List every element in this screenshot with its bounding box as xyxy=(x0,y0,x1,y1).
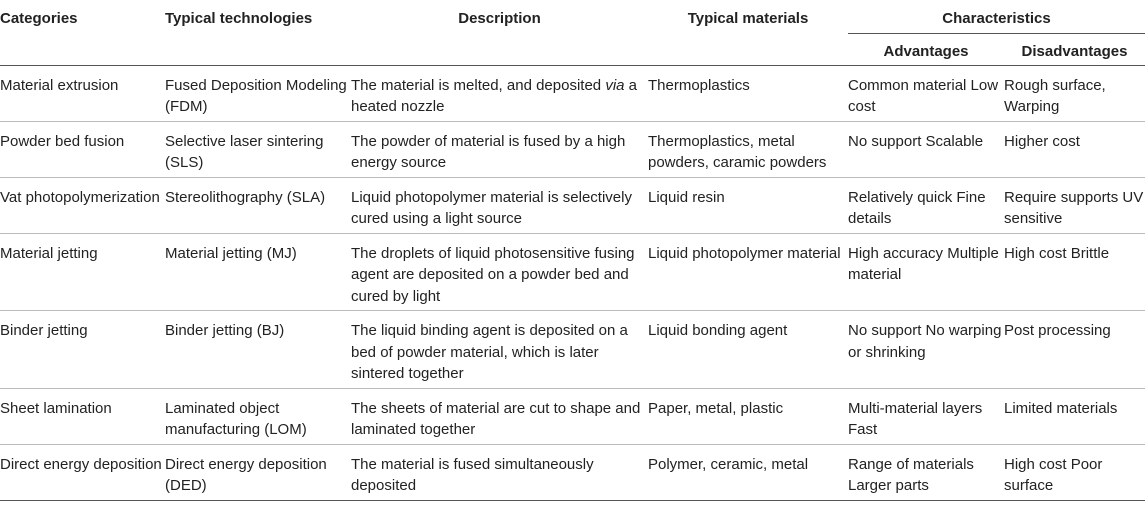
description-text-italic: via xyxy=(605,76,625,94)
header-disadvantages: Disadvantages xyxy=(1004,33,1145,65)
cell-materials: Liquid photopolymer material xyxy=(648,233,848,311)
cell-technology: Direct energy deposition (DED) xyxy=(165,444,351,500)
cell-category: Sheet lamination xyxy=(0,388,165,444)
table-header xyxy=(0,0,1145,65)
cell-technology: Stereolithography (SLA) xyxy=(165,177,351,233)
cell-disadvantages: Higher cost xyxy=(1004,121,1145,177)
cell-category: Direct energy deposition xyxy=(0,444,165,500)
cell-description: Liquid photopolymer material is selectively cured using a light source xyxy=(351,177,648,233)
cell-technology: Binder jetting (BJ) xyxy=(165,311,351,389)
header-categories: Categories xyxy=(0,0,165,65)
cell-advantages: Relatively quick Fine details xyxy=(848,177,1004,233)
table-row xyxy=(0,388,1145,444)
header-characteristics: Characteristics xyxy=(848,0,1145,33)
table-row xyxy=(0,233,1145,311)
cell-advantages: No support Scalable xyxy=(848,121,1004,177)
cell-description: The droplets of liquid photosensitive fusing agent are deposited on a powder bed and cured by light xyxy=(351,233,648,311)
cell-disadvantages: Require supports UV sensitive xyxy=(1004,177,1145,233)
cell-description: The powder of material is fused by a high energy source xyxy=(351,121,648,177)
cell-category: Binder jetting xyxy=(0,311,165,389)
cell-advantages: No support No warping or shrinking xyxy=(848,311,1004,389)
header-description: Description xyxy=(351,0,648,65)
cell-description: The sheets of material are cut to shape and laminated together xyxy=(351,388,648,444)
table-row xyxy=(0,177,1145,233)
cell-advantages: Multi-material layers Fast xyxy=(848,388,1004,444)
cell-disadvantages: Rough surface, Warping xyxy=(1004,65,1145,121)
cell-advantages: High accuracy Multiple material xyxy=(848,233,1004,311)
cell-materials: Polymer, ceramic, metal xyxy=(648,444,848,500)
table-row xyxy=(0,65,1145,121)
cell-disadvantages: Limited materials xyxy=(1004,388,1145,444)
cell-materials: Thermoplastics xyxy=(648,65,848,121)
cell-technology: Fused Deposition Modeling (FDM) xyxy=(165,65,351,121)
header-technologies: Typical technologies xyxy=(165,0,351,65)
cell-materials: Liquid bonding agent xyxy=(648,311,848,389)
cell-category: Powder bed fusion xyxy=(0,121,165,177)
header-advantages: Advantages xyxy=(848,33,1004,65)
header-row-top xyxy=(0,0,1145,33)
cell-description: The material is fused simultaneously deposited xyxy=(351,444,648,500)
cell-materials: Paper, metal, plastic xyxy=(648,388,848,444)
cell-advantages: Range of materials Larger parts xyxy=(848,444,1004,500)
description-text-start: The material is melted, and deposited xyxy=(351,76,606,94)
cell-disadvantages: Post processing xyxy=(1004,311,1145,389)
cell-materials: Liquid resin xyxy=(648,177,848,233)
cell-technology: Laminated object manufacturing (LOM) xyxy=(165,388,351,444)
cell-description xyxy=(351,65,648,121)
cell-category: Material extrusion xyxy=(0,65,165,121)
cell-disadvantages: High cost Poor surface xyxy=(1004,444,1145,500)
cell-description: The liquid binding agent is deposited on a bed of powder material, which is later sintered together xyxy=(351,311,648,389)
cell-disadvantages: High cost Brittle xyxy=(1004,233,1145,311)
cell-category: Vat photopolymerization xyxy=(0,177,165,233)
cell-advantages: Common material Low cost xyxy=(848,65,1004,121)
cell-technology: Selective laser sintering (SLS) xyxy=(165,121,351,177)
cell-materials: Thermoplastics, metal powders, caramic powders xyxy=(648,121,848,177)
cell-category: Material jetting xyxy=(0,233,165,311)
header-materials: Typical materials xyxy=(648,0,848,65)
table-body xyxy=(0,65,1145,500)
table-row xyxy=(0,121,1145,177)
description-text-end: a heated nozzle xyxy=(351,76,638,115)
cell-technology: Material jetting (MJ) xyxy=(165,233,351,311)
table-row xyxy=(0,444,1145,500)
table-row xyxy=(0,311,1145,389)
